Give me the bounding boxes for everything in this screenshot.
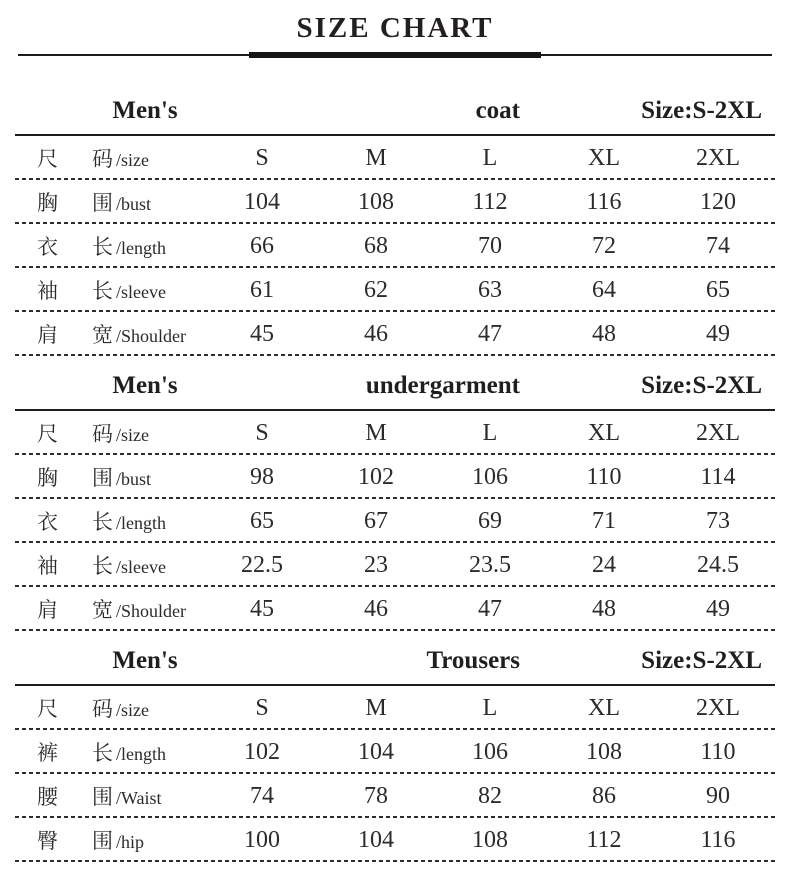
table-row	[15, 774, 775, 818]
table-row	[15, 411, 775, 455]
value-cell: 116	[700, 826, 736, 853]
row-label	[15, 462, 205, 492]
size-table-section	[15, 631, 775, 862]
value-cell: L	[482, 144, 498, 171]
value-cell: 112	[472, 188, 508, 215]
garment-label: Trousers	[426, 647, 520, 674]
title-underline-thick-rule	[249, 52, 541, 58]
table-row	[15, 312, 775, 356]
row-label-cn-char-2: 码	[92, 147, 113, 171]
row-label-en: /bust	[116, 194, 152, 214]
value-cell: 72	[592, 232, 616, 259]
row-label-en: /sleeve	[116, 282, 166, 302]
row-label-en: /bust	[116, 469, 152, 489]
value-cell: 24	[592, 551, 616, 578]
value-cell: 110	[700, 738, 736, 765]
value-cell: 62	[364, 276, 388, 303]
row-label-cn-char-1: 衣	[37, 510, 58, 534]
row-label-en: /Shoulder	[116, 601, 186, 621]
row-label-cn-char-2: 围	[92, 466, 113, 490]
value-cell: 104	[358, 738, 394, 765]
row-label-cn-char-2: 长	[92, 235, 113, 259]
value-cell: 112	[586, 826, 622, 853]
table-row	[15, 730, 775, 774]
value-cell: 64	[592, 276, 616, 303]
size-range-label: Size:S-2XL	[641, 372, 762, 399]
row-label-cn-char-1: 胸	[37, 191, 58, 215]
table-row	[15, 268, 775, 312]
row-label	[15, 737, 205, 767]
row-label-cn-char-1: 尺	[37, 147, 58, 171]
table-row	[15, 499, 775, 543]
row-label	[15, 143, 205, 173]
page-title: SIZE CHART	[296, 12, 494, 44]
row-label-cn-char-2: 码	[92, 697, 113, 721]
value-cell: 106	[472, 738, 508, 765]
value-cell: 47	[478, 595, 502, 622]
title-underline	[15, 51, 775, 59]
row-label-cn-char-2: 围	[92, 191, 113, 215]
row-label-cn-char-2: 长	[92, 554, 113, 578]
value-cell: 65	[706, 276, 730, 303]
value-cell: 73	[706, 507, 730, 534]
value-cell: M	[365, 694, 387, 721]
size-range-label: Size:S-2XL	[641, 97, 762, 124]
value-cell: XL	[588, 419, 620, 446]
row-label	[15, 594, 205, 624]
value-cell: 100	[244, 826, 280, 853]
value-cell: 61	[250, 276, 274, 303]
value-cell: M	[365, 419, 387, 446]
row-label-en: /size	[116, 700, 149, 720]
table-row	[15, 224, 775, 268]
row-label	[15, 506, 205, 536]
row-label-cn-char-2: 长	[92, 510, 113, 534]
row-label-cn-char-1: 臀	[37, 829, 58, 853]
value-cell: S	[255, 694, 269, 721]
value-cell: 45	[250, 320, 274, 347]
section-header	[15, 59, 775, 136]
row-label-cn-char-1: 衣	[37, 235, 58, 259]
row-label-en: /size	[116, 425, 149, 445]
value-cell: 116	[586, 188, 622, 215]
row-label-en: /hip	[116, 832, 145, 852]
table-row	[15, 818, 775, 862]
value-cell: 69	[478, 507, 502, 534]
sections	[15, 59, 775, 862]
size-table-section	[15, 356, 775, 631]
value-cell: 98	[250, 463, 274, 490]
value-cell: 49	[706, 320, 730, 347]
table-row	[15, 543, 775, 587]
row-label	[15, 550, 205, 580]
value-cell: L	[482, 419, 498, 446]
table-row	[15, 686, 775, 730]
value-cell: 114	[700, 463, 736, 490]
row-label-cn-char-1: 尺	[37, 422, 58, 446]
value-cell: S	[255, 144, 269, 171]
value-cell: 108	[358, 188, 394, 215]
row-label-cn-char-1: 胸	[37, 466, 58, 490]
group-label: Men's	[112, 372, 178, 399]
row-label	[15, 781, 205, 811]
row-label	[15, 187, 205, 217]
row-label-cn-char-2: 长	[92, 741, 113, 765]
row-label-cn-char-1: 肩	[37, 323, 58, 347]
garment-label: undergarment	[365, 372, 520, 399]
value-cell: 63	[478, 276, 502, 303]
row-label-cn-char-1: 裤	[37, 741, 58, 765]
row-label-en: /length	[116, 238, 166, 258]
table-row	[15, 587, 775, 631]
row-label-cn-char-2: 宽	[92, 598, 113, 622]
value-cell: 68	[364, 232, 388, 259]
row-label-cn-char-1: 尺	[37, 697, 58, 721]
row-label-cn-char-2: 围	[92, 785, 113, 809]
value-cell: 108	[472, 826, 508, 853]
row-label-cn-char-2: 长	[92, 279, 113, 303]
value-cell: 108	[586, 738, 622, 765]
value-cell: 86	[592, 782, 616, 809]
value-cell: 82	[478, 782, 502, 809]
row-label-cn-char-1: 腰	[37, 785, 58, 809]
value-cell: 74	[706, 232, 730, 259]
section-header	[15, 631, 775, 686]
row-label	[15, 319, 205, 349]
row-label	[15, 231, 205, 261]
value-cell: 45	[250, 595, 274, 622]
value-cell: 2XL	[696, 419, 740, 446]
row-label	[15, 693, 205, 723]
value-cell: 90	[706, 782, 730, 809]
value-cell: 66	[250, 232, 274, 259]
row-label-en: /Waist	[116, 788, 162, 808]
table-row	[15, 136, 775, 180]
value-cell: 106	[472, 463, 508, 490]
value-cell: 2XL	[696, 694, 740, 721]
value-cell: M	[365, 144, 387, 171]
row-label-cn-char-2: 码	[92, 422, 113, 446]
row-label	[15, 418, 205, 448]
row-label	[15, 275, 205, 305]
value-cell: 65	[250, 507, 274, 534]
row-label-en: /size	[116, 150, 149, 170]
value-cell: 102	[244, 738, 280, 765]
group-label: Men's	[112, 647, 178, 674]
value-cell: 71	[592, 507, 616, 534]
value-cell: 2XL	[696, 144, 740, 171]
value-cell: 46	[364, 320, 388, 347]
value-cell: 78	[364, 782, 388, 809]
value-cell: 23.5	[469, 551, 511, 578]
value-cell: 102	[358, 463, 394, 490]
row-label-en: /length	[116, 513, 166, 533]
group-label: Men's	[112, 97, 178, 124]
value-cell: 74	[250, 782, 274, 809]
row-label-cn-char-1: 肩	[37, 598, 58, 622]
value-cell: 23	[364, 551, 388, 578]
value-cell: XL	[588, 694, 620, 721]
size-table-section	[15, 59, 775, 356]
value-cell: 48	[592, 320, 616, 347]
row-label-en: /sleeve	[116, 557, 166, 577]
title-block	[15, 10, 775, 59]
row-label-en: /Shoulder	[116, 326, 186, 346]
row-label-cn-char-2: 围	[92, 829, 113, 853]
section-header	[15, 356, 775, 411]
value-cell: L	[482, 694, 498, 721]
value-cell: 110	[586, 463, 622, 490]
value-cell: 67	[364, 507, 388, 534]
garment-label: coat	[475, 97, 520, 124]
value-cell: 104	[244, 188, 280, 215]
value-cell: S	[255, 419, 269, 446]
table-row	[15, 455, 775, 499]
row-label-en: /length	[116, 744, 166, 764]
row-label-cn-char-1: 袖	[37, 554, 58, 578]
value-cell: 46	[364, 595, 388, 622]
row-label	[15, 825, 205, 855]
value-cell: 104	[358, 826, 394, 853]
size-range-label: Size:S-2XL	[641, 647, 762, 674]
value-cell: 49	[706, 595, 730, 622]
value-cell: 48	[592, 595, 616, 622]
value-cell: 70	[478, 232, 502, 259]
table-row	[15, 180, 775, 224]
value-cell: 24.5	[697, 551, 739, 578]
row-label-cn-char-1: 袖	[37, 279, 58, 303]
value-cell: 47	[478, 320, 502, 347]
value-cell: 22.5	[241, 551, 283, 578]
row-label-cn-char-2: 宽	[92, 323, 113, 347]
value-cell: XL	[588, 144, 620, 171]
value-cell: 120	[700, 188, 736, 215]
